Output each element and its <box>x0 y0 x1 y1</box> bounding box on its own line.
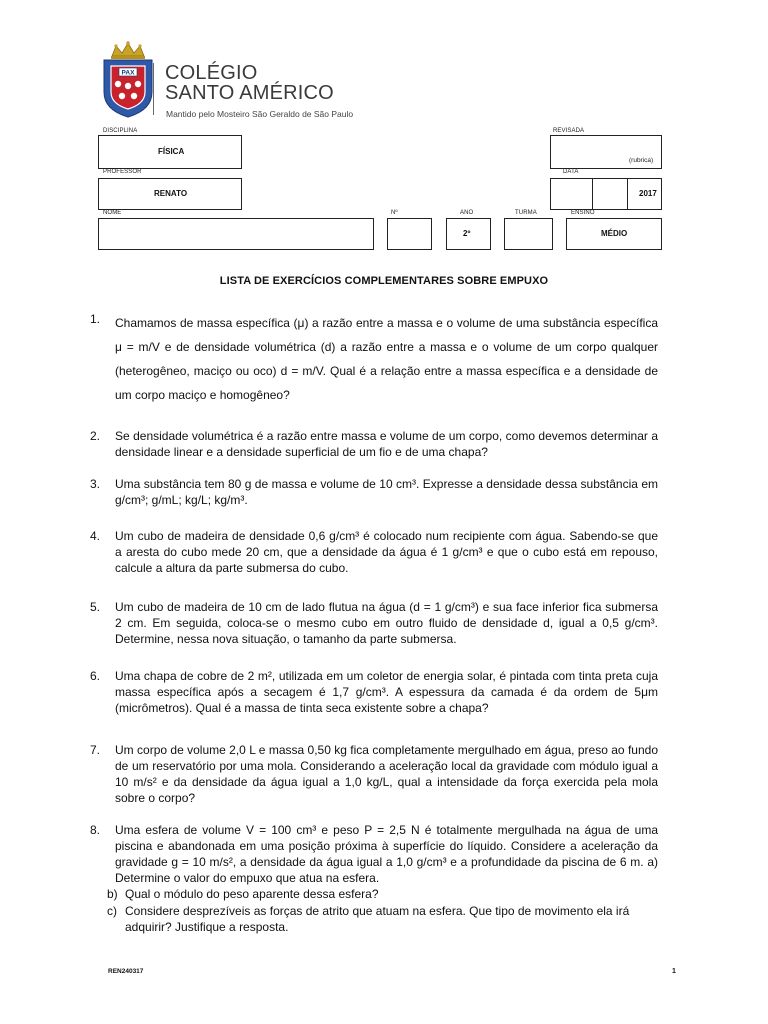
school-subtitle: Mantido pelo Mosteiro São Geraldo de São Paulo <box>166 109 354 119</box>
question-text: Uma substância tem 80 g de massa e volume de 10 cm³. Expresse a densidade dessa substância em g/cm³; g/mL; kg/L; kg/m³. <box>115 477 658 507</box>
ensino-label: ENSINO <box>571 210 595 216</box>
nome-field[interactable] <box>98 218 374 250</box>
question-number: 4. <box>90 529 101 543</box>
question-2 <box>90 428 658 460</box>
professor-value: RENATO <box>154 189 188 198</box>
data-label: DATA <box>563 169 579 175</box>
question-number: 3. <box>90 477 101 491</box>
rubrica-label: (rubrica) <box>629 157 654 164</box>
subitem-label: b) <box>107 887 118 901</box>
ano-value: 2º <box>463 229 471 238</box>
subitem-text: Qual o módulo do peso aparente dessa esfera? <box>125 887 379 901</box>
subitem-text: Considere desprezíveis as forças de atrito que atuam na esfera. Que tipo de movimento ela irá adquirir? Justifique a resposta. <box>125 904 630 934</box>
school-name <box>165 63 334 103</box>
question-text: Um corpo de volume 2,0 L e massa 0,50 kg fica completamente mergulhado em água, preso ao fundo de um reservatório por uma mola. Considerando a aceleração local da gravidade com módulo igual a 10 m/s² e da densidade da água igual a 1,0 kg/L, qual a intensidade da força exercida pela mola sobre o corpo? <box>115 743 658 805</box>
disciplina-value: FÍSICA <box>158 147 185 156</box>
question-number: 6. <box>90 669 101 683</box>
turma-label: TURMA <box>515 210 537 216</box>
school-crest-logo <box>98 40 158 118</box>
revisada-label: REVISADA <box>553 128 585 134</box>
question-number: 1. <box>90 312 101 326</box>
ensino-value: MÉDIO <box>601 229 628 238</box>
turma-field[interactable] <box>504 218 553 250</box>
disciplina-label: DISCIPLINA <box>103 128 138 134</box>
question-4 <box>90 528 658 576</box>
question-5 <box>90 599 658 647</box>
numero-label: Nº <box>391 210 398 216</box>
page-number: 1 <box>672 968 676 975</box>
date-year-value: 2017 <box>639 189 657 198</box>
numero-field[interactable] <box>387 218 432 250</box>
question-7 <box>90 742 658 806</box>
question-number: 5. <box>90 600 101 614</box>
question-number: 8. <box>90 823 101 837</box>
question-text: Um cubo de madeira de 10 cm de lado flutua na água (d = 1 g/cm³) e sua face inferior fica submersa 2 cm. Em seguida, coloca-se o mesmo cubo em outro fluido de densidade d, igual a 0,5 g/cm³. Determine, nessa nova situação, o tamanho da parte submersa. <box>115 600 658 646</box>
question-3 <box>90 476 658 508</box>
crest-pax-text: PAX <box>121 69 135 77</box>
school-name-line2: SANTO AMÉRICO <box>165 82 334 104</box>
school-name-line1: COLÉGIO <box>165 62 258 84</box>
question-text: Uma chapa de cobre de 2 m², utilizada em um coletor de energia solar, é pintada com tinta preta cuja massa específica após a secagem é 1,7 g/cm³. A espessura da camada é da ordem de 5μm (micrômetros). Qual é a massa de tinta seca existente sobre a chapa? <box>115 669 658 715</box>
header-divider <box>153 63 154 115</box>
question-text: Uma esfera de volume V = 100 cm³ e peso P = 2,5 N é totalmente mergulhada na água de uma piscina e abandonada em uma posição próxima à superfície do líquido. Considere a aceleração da gravidade g = 10 m/s², a densidade da água igual a 1,0 g/cm³ e a profundidade da piscina de 6 m. a) Determine o valor do empuxo que atua na esfera. <box>115 823 658 885</box>
professor-label: PROFESSOR <box>103 169 142 175</box>
question-number: 7. <box>90 743 101 757</box>
question-number: 2. <box>90 429 101 443</box>
nome-label: NOME <box>103 210 122 216</box>
question-6 <box>90 668 658 716</box>
subitem-label: c) <box>107 904 117 918</box>
exercise-list-title: LISTA DE EXERCÍCIOS COMPLEMENTARES SOBRE EMPUXO <box>219 275 549 287</box>
question-text: Chamamos de massa específica (μ) a razão entre a massa e o volume de uma substância específica μ = m/V e de densidade volumétrica (d) a razão entre a massa e o volume de um corpo qualquer (heterogêneo, maciço ou oco) d = m/V. Qual é a relação entre a massa específica e a densidade de um corpo maciço e homogêneo? <box>115 316 658 402</box>
ano-label: ANO <box>460 210 474 216</box>
question-8 <box>90 822 658 886</box>
question-1 <box>90 311 658 407</box>
question-text: Se densidade volumétrica é a razão entre massa e volume de um corpo, como devemos determinar a densidade linear e a densidade superficial de um fio e de uma chapa? <box>115 429 658 459</box>
question-text: Um cubo de madeira de densidade 0,6 g/cm³ é colocado num recipiente com água. Sabendo-se que a aresta do cubo mede 20 cm, que a densidade da água é 1 g/cm³ e que o cubo está em repouso, calcule a altura da parte submersa do cubo. <box>115 529 658 575</box>
question-8-item-b <box>107 886 658 902</box>
date-day-field[interactable] <box>550 178 593 210</box>
question-8-item-c <box>107 903 658 935</box>
date-month-field[interactable] <box>592 178 628 210</box>
document-code: REN240317 <box>108 968 144 975</box>
